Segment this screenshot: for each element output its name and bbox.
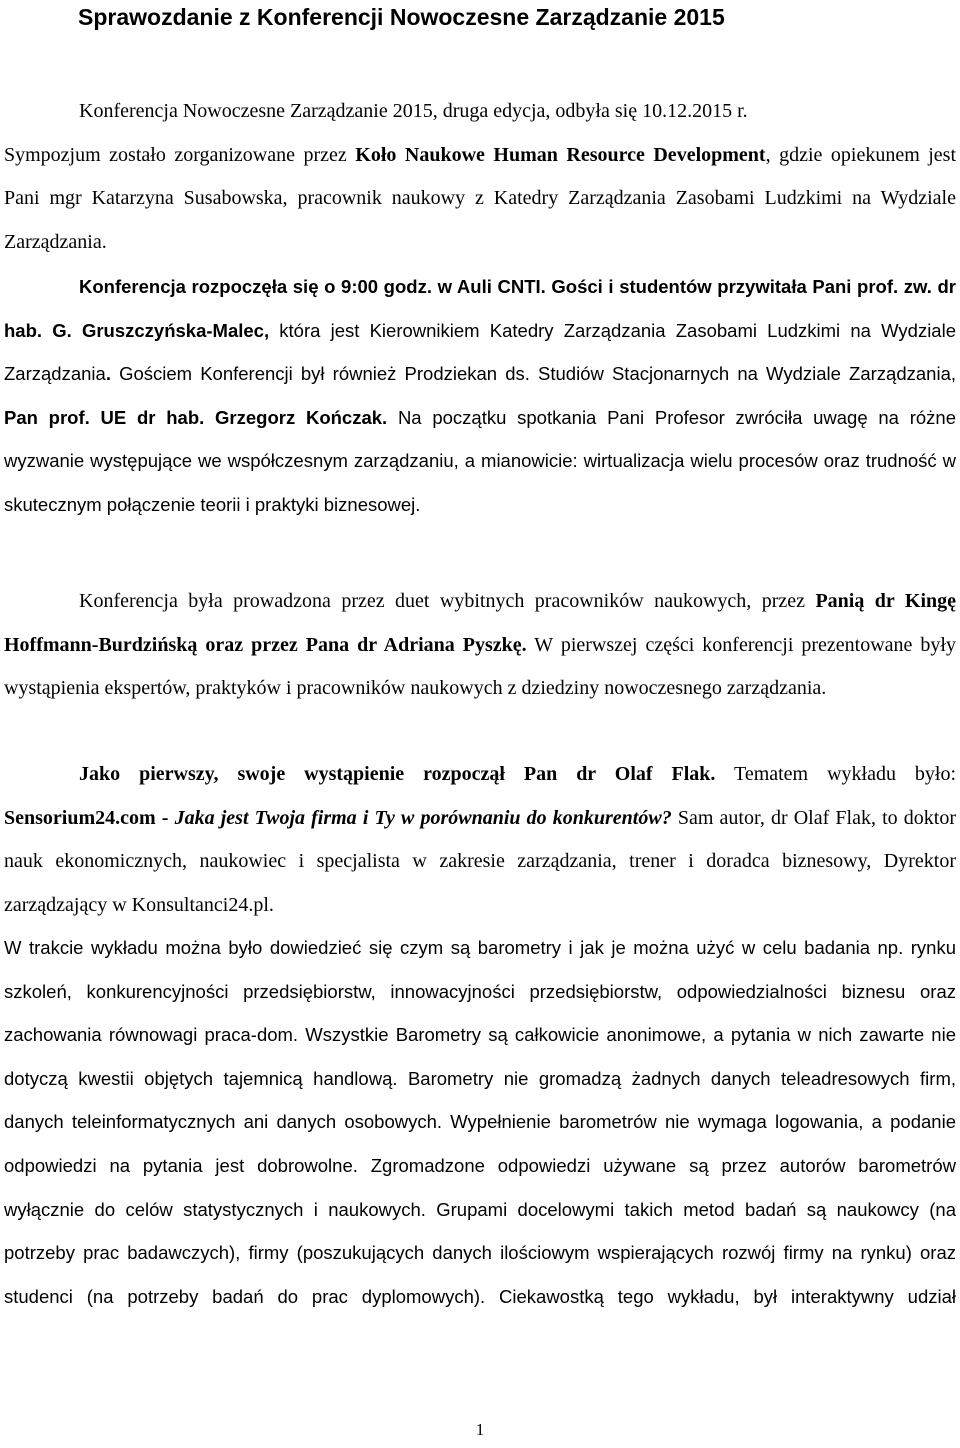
page-number: 1: [475, 1420, 485, 1439]
opening-text-1: która jest Kierownikiem Katedry Zarządzania Zasobami Ludzkimi na Wydziale Zarządzania: [4, 319, 956, 385]
opening-guest: Pan prof. UE dr hab. Grzegorz Kończak.: [4, 406, 388, 428]
intro-text-2: , gdzie opiekunem jest Pani mgr Katarzyna Susabowska, pracownik naukowy z Katedry Zarządzania Zasobami Ludzkimi na Wydziale Zarządzania.: [4, 143, 957, 253]
paragraph-intro: [4, 90, 956, 264]
speaker-topic-site: Sensorium24.com -: [4, 806, 175, 829]
opening-bold-1: Konferencja rozpoczęła się o 9:00 godz. w Auli CNTI. Gości i studentów przywitała Pani prof. zw. dr hab. G. Gruszczyńska-Malec,: [4, 276, 956, 341]
paragraph-barometers: [4, 926, 956, 1318]
opening-text-2: Gościem Konferencji był również Prodziekan ds. Studiów Stacjonarnych na Wydziale Zarządzania,: [110, 363, 956, 385]
hosts-text-1: Konferencja była prowadzona przez duet wybitnych pracowników naukowych, przez: [79, 590, 816, 612]
document-title: Sprawozdanie z Konferencji Nowoczesne Zarządzanie 2015: [78, 4, 725, 30]
opening-bold-2: .: [105, 363, 111, 385]
intro-organizer: Koło Naukowe Human Resource Development: [355, 143, 766, 166]
hosts-text-2: W pierwszej części konferencji prezentowane były wystąpienia ekspertów, praktyków i pracowników naukowych z dziedziny nowoczesnego zarządzania.: [4, 633, 956, 700]
paragraph-hosts: [4, 580, 956, 711]
speaker-text-1: Tematem wykładu było:: [715, 763, 957, 785]
paragraph-opening: [4, 265, 956, 527]
paragraph-first-speaker: [4, 753, 956, 927]
opening-text-3: Na początku spotkania Pani Profesor zwróciła uwagę na różne wyzwanie występujące we współczesnym zarządzaniu, a mianowicie: wirtualizacja wielu procesów oraz trudność w skutecznym połączenie teorii i praktyki biznesowej.: [4, 406, 956, 515]
speaker-text-2: Sam autor, dr Olaf Flak, to doktor nauk ekonomicznych, naukowiec i specjalista w zakresie zarządzania, trener i doradca biznesowy, Dyrektor zarządzający w Konsultanci24.pl.: [4, 806, 956, 916]
speaker-topic-title: Jaka jest Twoja firma i Ty w porównaniu do konkurentów?: [174, 806, 672, 829]
barometers-text: W trakcie wykładu można było dowiedzieć się czym są barometry i jak je można użyć w celu badania np. rynku szkoleń, konkurencyjności przedsiębiorstw, innowacyjności przedsiębiorstw, odpowiedzialności biznesu oraz zachowania równowagi praca-dom. Wszystkie Barometry są całkowicie anonimowe, a pytania w nich zawarte nie dotyczą kwestii objętych tajemnicą handlową. Barometry nie gromadzą żadnych danych teleadresowych firm, danych teleinformatycznych ani danych osobowych. Wypełnienie barometrów nie wymaga logowania, a podanie odpowiedzi na pytania jest dobrowolne. Zgromadzone odpowiedzi używane są przez autorów barometrów wyłącznie do celów statystycznych i naukowych. Grupami docelowymi takich metod badań są naukowcy (na potrzeby prac badawczych), firmy (poszukujących danych ilościowym wspierających rozwój firmy na rynku) oraz studenci (na potrzeby badań do prac dyplomowych). Ciekawostką tego wykładu, był interaktywny udział: [4, 937, 956, 1307]
intro-line-1: Konferencja Nowoczesne Zarządzanie 2015, druga edycja, odbyła się 10.12.2015 r.: [79, 100, 748, 122]
intro-text-1: Sympozjum zostało zorganizowane przez: [4, 143, 356, 166]
hosts-names: Panią dr Kingę Hoffmann-Burdzińską oraz przez Pana dr Adriana Pyszkę.: [4, 590, 956, 656]
speaker-intro: Jako pierwszy, swoje wystąpienie rozpoczął Pan dr Olaf Flak.: [79, 763, 716, 785]
